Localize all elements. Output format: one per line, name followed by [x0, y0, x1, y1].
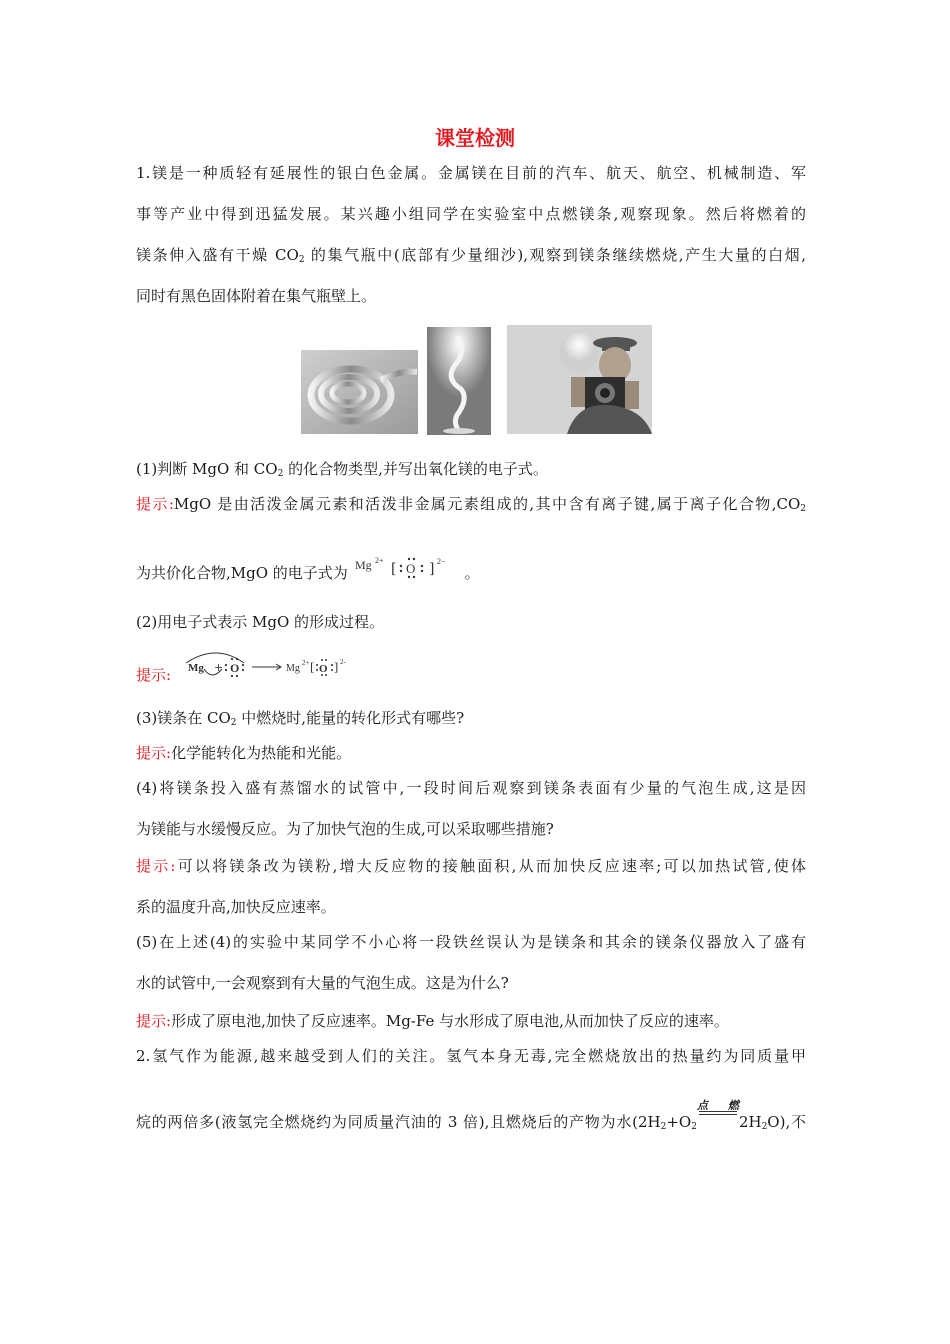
svg-text:2-: 2-: [339, 658, 346, 666]
photographer-flash-photo: [507, 325, 652, 434]
svg-text:+: +: [213, 661, 224, 674]
q1-sub3-hint: 提示:化学能转化为热能和光能。: [136, 744, 352, 762]
q1-paragraph-line-2: 事等产业中得到迅猛发展。某兴趣小组同学在实验室中点燃镁条,观察现象。然后将燃着的: [136, 205, 806, 223]
svg-text:O: O: [318, 663, 328, 675]
svg-text:[: [: [390, 561, 397, 577]
mgo-formation-diagram: [176, 651, 356, 681]
q1-sub4-question-line-1: (4)将镁条投入盛有蒸馏水的试管中,一段时间后观察到镁条表面有少量的气泡生成,这是因: [136, 779, 806, 797]
mg-charge: 2+: [374, 556, 384, 565]
svg-text:Mg: Mg: [285, 663, 300, 674]
q1-sub3-question: (3)镁条在 $CO_2$ 中燃烧时,能量的转化形式有哪些?: [136, 709, 465, 728]
o-charge: 2−: [436, 557, 446, 566]
hint-label: 提示:: [136, 744, 172, 762]
mg-symbol: Mg: [354, 558, 372, 572]
q1-sub1-hint-line-1: 提示:MgO 是由活泼金属元素和活泼非金属元素组成的,其中含有离子键,属于离子化合物$,CO_2$: [136, 495, 806, 514]
q2-paragraph-line-1: 2.氢气作为能源,越来越受到人们的关注。氢气本身无毒,完全燃烧放出的热量约为同质量甲: [136, 1047, 806, 1065]
q1-sub4-question-line-2: 为镁能与水缓慢反应。为了加快气泡的生成,可以采取哪些措施?: [136, 820, 554, 838]
q1-sub5-question-line-2: 水的试管中,一会观察到有大量的气泡生成。这是为什么?: [136, 974, 509, 992]
svg-text:[: [: [309, 661, 315, 674]
svg-text:O: O: [229, 661, 240, 675]
svg-text:2+: 2+: [301, 659, 310, 667]
q1-paragraph-line-1: 1.镁是一种质轻有延展性的银白色金属。金属镁在目前的汽车、航天、航空、机械制造、军: [136, 164, 806, 182]
svg-text:]: ]: [428, 561, 435, 577]
mgo-electron-formula: [353, 555, 465, 581]
svg-text:]: ]: [333, 661, 339, 674]
hint-label: 提示:: [136, 666, 172, 684]
q2-paragraph-line-2: 烷的两倍多(液氢完全燃烧约为同质量汽油的 3 倍),且燃烧后的产物为水($2H_2+O_2$ 点燃 $2H_2O$),不: [136, 1099, 806, 1132]
hint-label: 提示:: [136, 857, 176, 875]
q1-sub1-question: (1)判断 MgO 和 $CO_2$ 的化合物类型,并写出氧化镁的电子式。: [136, 460, 548, 479]
hint-label: 提示:: [136, 495, 174, 513]
q1-sub5-question-line-1: (5)在上述(4)的实验中某同学不小心将一段铁丝误认为是镁条和其余的镁条仪器放入了盛有: [136, 933, 806, 951]
q1-sub1-hint-line-2: 为共价化合物,MgO 的电子式为 Mg 2+ [ O ] 2− 。: [136, 556, 480, 582]
magnesium-ribbon-photo: [301, 350, 418, 434]
page-title: 课堂检测: [435, 126, 515, 150]
q1-sub2-hint: [136, 658, 356, 691]
hint-label: 提示:: [136, 1012, 172, 1030]
o-symbol: O: [405, 561, 415, 576]
svg-text:Mg: Mg: [187, 662, 204, 674]
q1-sub4-hint-line-2: 系的温度升高,加快反应速率。: [136, 898, 336, 916]
burning-magnesium-photo: [427, 327, 491, 435]
q1-paragraph-line-4: 同时有黑色固体附着在集气瓶壁上。: [136, 287, 377, 305]
reaction-condition-arrow: 点燃: [697, 1111, 739, 1133]
q1-sub5-hint: 提示:形成了原电池,加快了反应速率。Mg-Fe 与水形成了原电池,从而加快了反应的速率。: [136, 1012, 729, 1030]
q1-sub2-question: (2)用电子式表示 MgO 的形成过程。: [136, 613, 385, 631]
q1-paragraph-line-3: 镁条伸入盛有干燥 $CO_2$ 的集气瓶中(底部有少量细沙),观察到镁条继续燃烧,产生大量的白烟,: [136, 246, 807, 265]
q1-sub4-hint-line-1: 提示:可以将镁条改为镁粉,增大反应物的接触面积,从而加快反应速率;可以加热试管,使体: [136, 857, 806, 875]
